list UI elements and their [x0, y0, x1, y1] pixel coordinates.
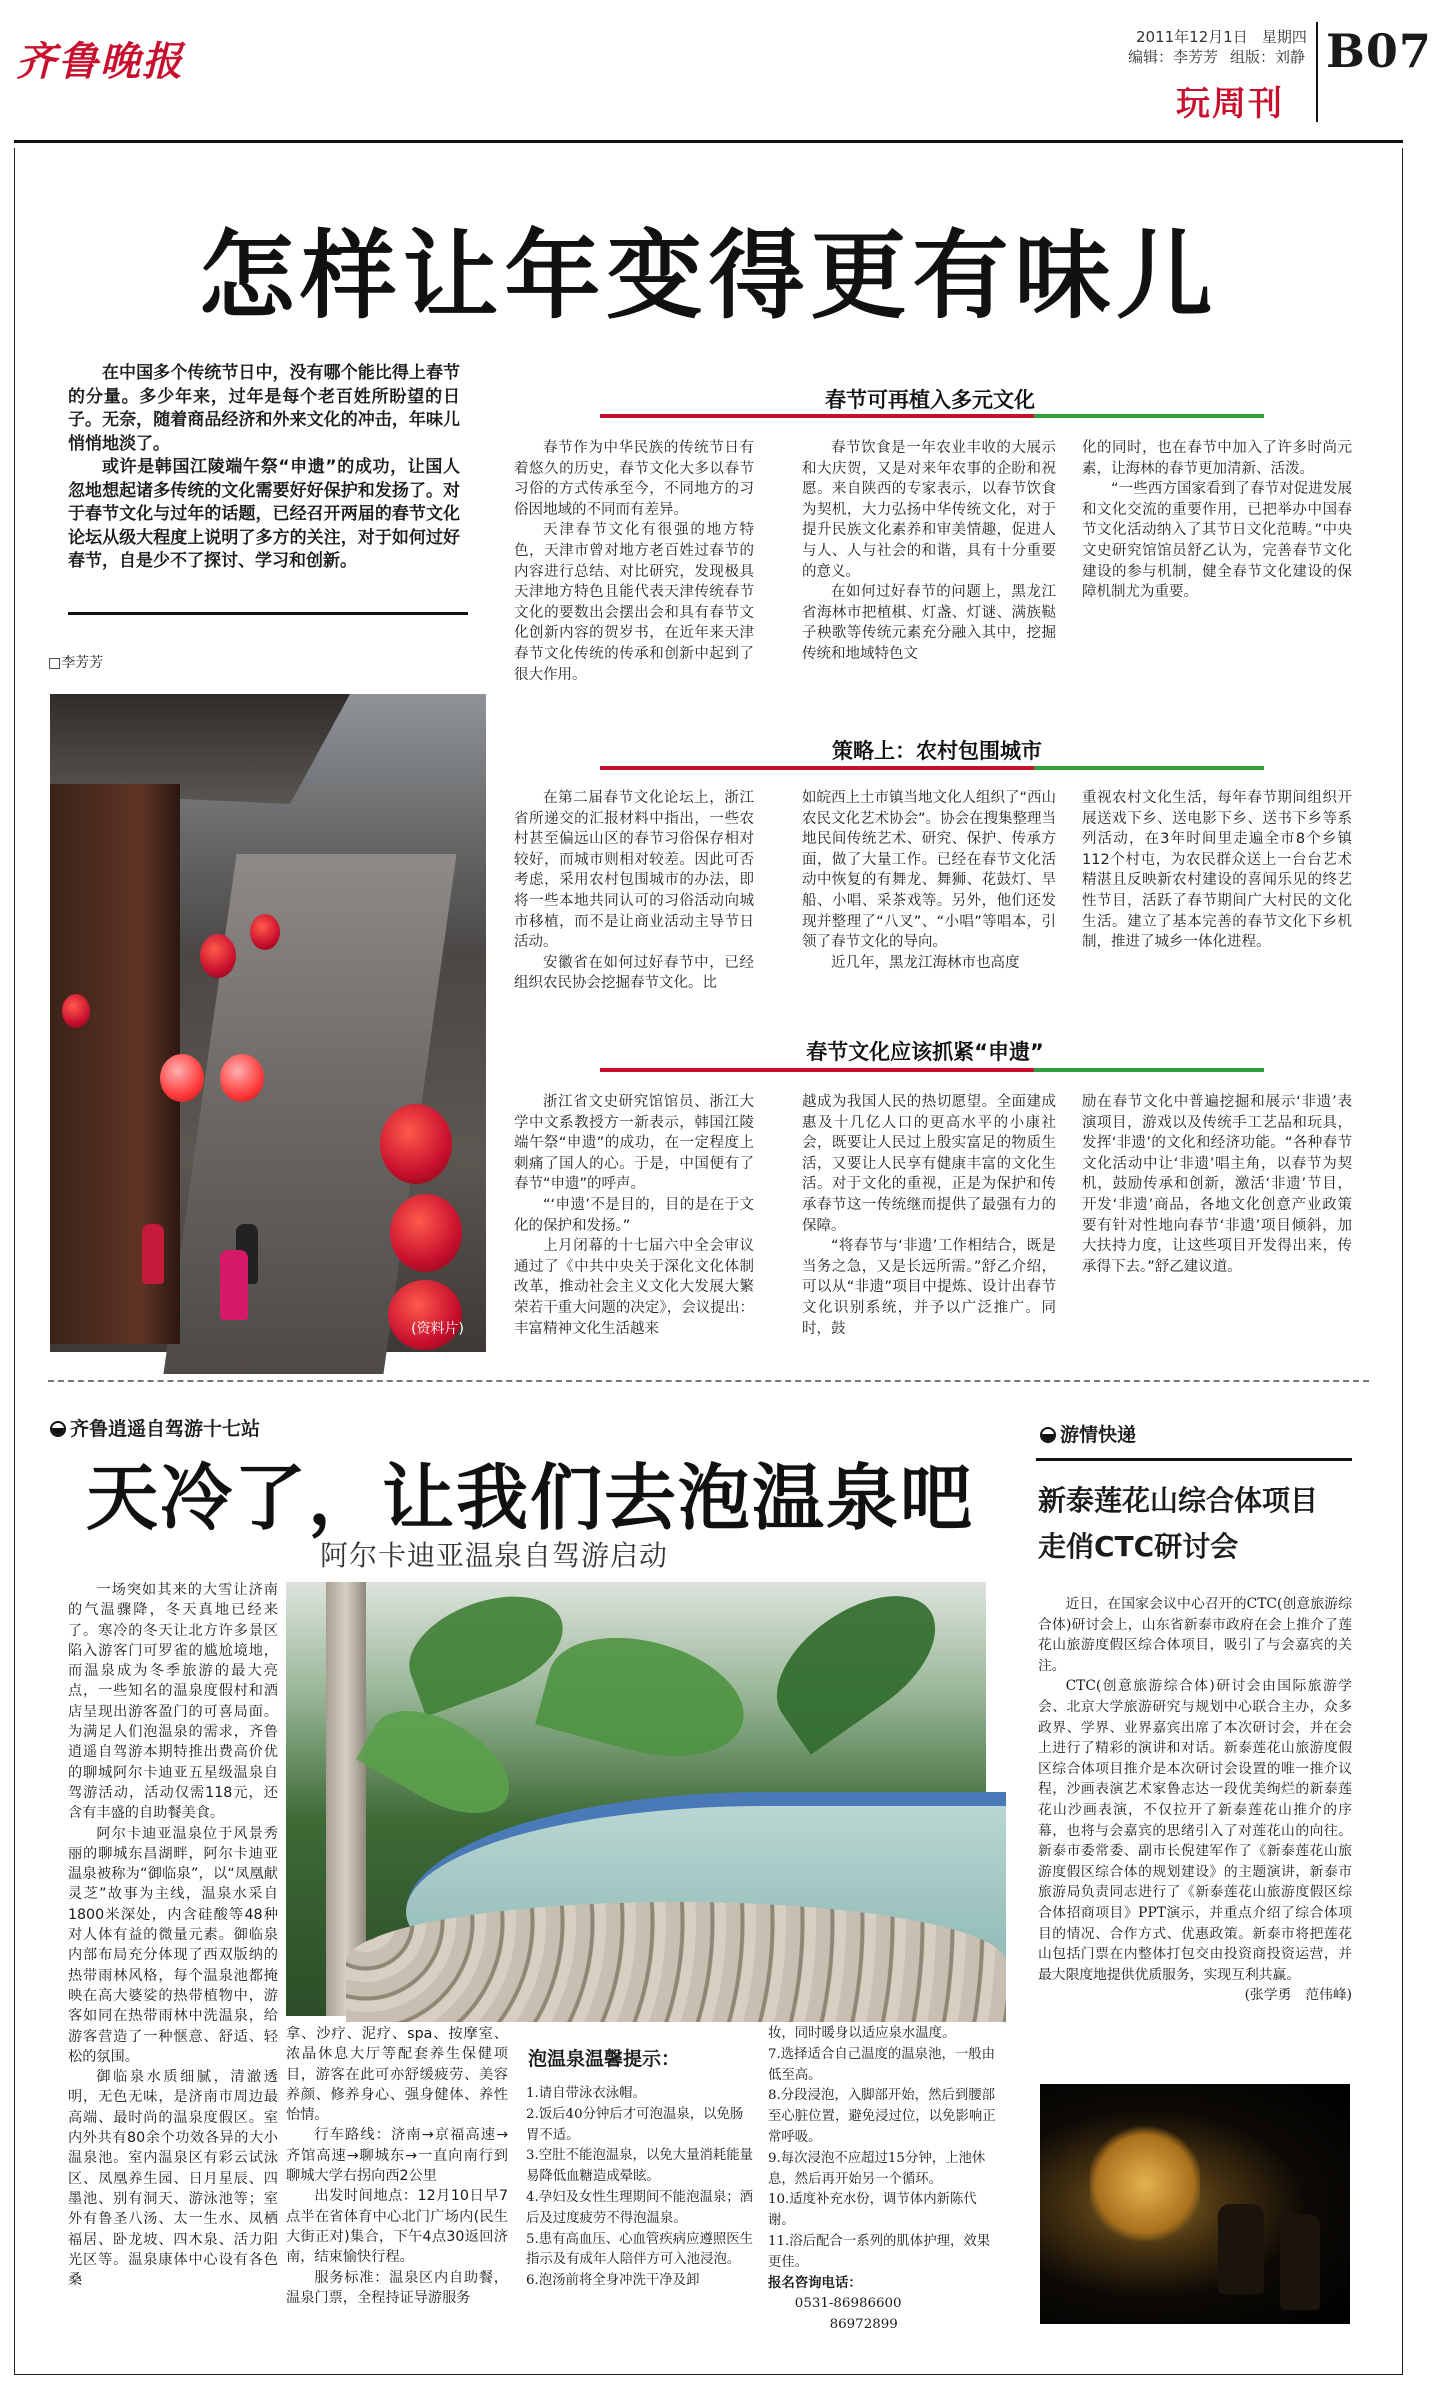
news-headline — [1038, 1478, 1358, 1570]
paragraph: 如皖西上土市镇当地文化人组织了“西山农民文化艺术协会”。协会在搜集整理当地民间传统艺术、研究、保护、传承方面，做了大量工作。已经在春节文化活动中恢复的有舞龙、舞狮、花鼓灯、旱船、小唱、采茶戏等。另外，他们还发现并整理了“八叉”、“小唱”等唱本，引领了春节文化的导向。 — [802, 790, 1057, 951]
text-column — [514, 1092, 754, 1339]
section-heading: 春节可再植入多元文化 — [825, 388, 1035, 412]
red-lantern-icon — [220, 1054, 264, 1102]
news-rule — [1036, 1458, 1352, 1461]
masthead-rule — [14, 140, 1403, 143]
paragraph: 一场突如其来的大雪让济南的气温骤降，冬天真地已经来了。寒冷的冬天让北方许多景区陷入游客门可罗雀的尴尬境地，而温泉成为冬季旅游的最大亮点，一些知名的温泉度假村和酒店呈现出游客盈门的可喜局面。为满足人们泡温泉的需求，齐鲁逍遥自驾游本期特推出费高价优的聊城阿尔卡迪亚五星级温泉自驾游活动，活动仅需118元，还含有丰盛的自助餐美食。 — [68, 1582, 278, 1822]
tip-item: 妆，同时暖身以适应泉水温度。 — [768, 2026, 956, 2041]
tip-item: 5.患有高血压、心血管疾病应遵照医生指示及有成年人陪伴方可入池浸泡。 — [526, 2231, 754, 2268]
newspaper-logo: 齐鲁晚报 — [16, 38, 184, 85]
news-headline-line: 走俏CTC研讨会 — [1038, 1530, 1239, 1563]
tip-item: 6.泡汤前将全身冲洗干净及卸 — [526, 2273, 700, 2289]
hotline-number: 86972899 — [829, 2317, 898, 2333]
palm-leaf — [754, 1569, 959, 1754]
column-tag-label: 游情快递 — [1060, 1424, 1137, 1446]
paragraph: 越成为我国人民的热切愿望。全面建成惠及十几亿人口的更高水平的小康社会，既要让人民过上殷实富足的物质生活，又要让人民享有健康丰富的文化生活。对于文化的重视，正是为保护和传承春节这一传统继而提供了最强有力的保障。 — [802, 1094, 1056, 1234]
text-column — [802, 438, 1056, 665]
red-lantern-icon — [388, 1280, 462, 1350]
paragraph: 在如何过好春节的问题上，黑龙江省海林市把植棋、灯盏、灯谜、满族鞑子秧歌等传统元素充分融入其中，挖掘传统和地域特色文 — [802, 584, 1056, 662]
article-lead — [68, 362, 460, 574]
hot-spring-photo — [286, 1582, 986, 2016]
lead-paragraph: 在中国多个传统节日中，没有哪个能比得上春节的分量。多少年来，过年是每个老百姓所盼望的日子。无奈，随着商品经济和外来文化的冲击，年味儿悄悄地淡了。 — [68, 363, 460, 454]
tip-item: 8.分段浸泡，入脚部开始，然后到腰部至心脏位置，避免浸过位，以免影响正常呼吸。 — [768, 2088, 996, 2145]
paragraph: 上月闭幕的十七届六中全会审议通过了《中共中央关于深化文化体制改革，推动社会主义文化大发展大繁荣若干重大问题的决定》，会议提出：丰富精神文化生活越来 — [514, 1238, 754, 1337]
paragraph: “‘申遗’不是目的，目的是在于文化的保护和发扬。” — [514, 1196, 754, 1234]
news-headline-line: 新泰莲花山综合体项目 — [1038, 1484, 1319, 1517]
paragraph: 拿、沙疗、泥疗、spa、按摩室、浓晶休息大厅等配套养生保健项目，游客在此可亦舒缓疲劳、美容养颜、修养身心、强身健体、养性怡情。 — [286, 2026, 508, 2124]
red-lantern-icon — [380, 1104, 452, 1184]
paragraph: 天津春节文化有很强的地方特色，天津市曾对地方老百姓过春节的内容进行总结、对比研究，发现极具天津地方特色且能代表天津传统春节文化的要数出会摆出会和具有春节文化创新内容的贺岁书，在近年来天津春节文化传统的传承和创新中起到了很大作用。 — [514, 522, 754, 683]
red-lantern-icon — [62, 994, 90, 1028]
paragraph: 御临泉水质细腻，清澈透明，无色无味，是济南市周边最高端、最时尚的温泉度假区。室内外共有80余个功效各异的大小温泉池。室内温泉区有彩云试泳区、凤凰养生园、日月星辰、四墨池、别有洞天、游泳池等；室外有鲁圣八汤、太一生水、凤栖福居、卧龙坡、四木泉、活力阳光区等。温泉康体中心设有各色桑 — [68, 2069, 278, 2289]
performer-figure — [1218, 2204, 1264, 2294]
tips-list — [526, 2084, 754, 2292]
ancient-street-photo — [50, 694, 486, 1352]
tips-heading: 泡温泉温馨提示： — [528, 2048, 681, 2070]
palm-leaf — [535, 1618, 757, 1776]
tip-item: 4.孕妇及女性生理期间不能泡温泉；酒后及过度疲劳不得泡温泉。 — [526, 2189, 754, 2226]
paragraph: 化的同时，也在春节中加入了许多时尚元素，让海林的春节更加清新、活泼。 — [1082, 440, 1352, 477]
lead-rule — [68, 612, 468, 615]
red-lantern-icon — [250, 914, 280, 950]
lead-paragraph: 或许是韩国江陵端午祭“申遗”的成功，让国人忽地想起诸多传统的文化需要好好保护和发扬了。对于春节文化与过年的话题，已经召开两届的春节文化论坛从级大程度上说明了多方的关注，对于如何过好春节，自是少不了探讨、学习和创新。 — [68, 457, 460, 571]
paragraph: 浙江省文史研究馆馆员、浙江大学中文系教授方一新表示，韩国江陵端午祭“申遗”的成功，在一定程度上刺痛了国人的心。于是，中国便有了春节“申遗”的呼声。 — [514, 1094, 754, 1193]
hotline-label: 报名咨询电话： — [768, 2275, 862, 2291]
layout-name: 组版：刘静 — [1230, 48, 1306, 66]
byline: □李芳芳 — [48, 655, 104, 671]
article-subtitle: 阿尔卡迪亚温泉自驾游启动 — [320, 1539, 669, 1572]
paragraph: 近日，在国家会议中心召开的CTC(创意旅游综合体)研讨会上，山东省新泰市政府在会上推介了莲花山旅游度假区综合体项目，吸引了与会嘉宾的关注。 — [1038, 1596, 1352, 1674]
section-heading-bar — [600, 766, 1264, 770]
text-column — [1082, 788, 1352, 953]
section-name: 玩周刊 — [1176, 84, 1284, 124]
column-tag-icon — [50, 1421, 66, 1437]
news-body — [1038, 1594, 1352, 2006]
column-tag-icon — [1040, 1427, 1056, 1443]
tip-item: 10.适度补充水份，调节体内新陈代谢。 — [768, 2192, 977, 2229]
paragraph: 春节饮食是一年农业丰收的大展示和大庆贺，又是对来年农事的企盼和祝愿。来自陕西的专家表示，以春节饮食为契机，大力弘扬中华传统文化，对于提升民族文化素养和审美情趣，促进人与人、人与社会的和谐，具有十分重要的意义。 — [802, 440, 1056, 580]
paragraph: “一些西方国家看到了春节对促进发展和文化交流的重要作用，已把举办中国春节文化活动纳入了其节日文化范畴。”中央文史研究馆馆员舒乙认为，完善春节文化建设的参与机制，健全春节文化建设的保障机制尤为重要。 — [1082, 481, 1352, 601]
red-lantern-icon — [160, 1054, 204, 1102]
section-divider — [48, 1380, 1369, 1382]
paragraph: 励在春节文化中普遍挖掘和展示‘非遗’表演项目，游戏以及传统手工艺品和玩具，发挥‘非遗’的文化和经济功能。“各种春节文化活动中让‘非遗’唱主角，以春节为契机，鼓励传承和创新，激活‘非遗’节目，开发‘非遗’商品，各地文化创意产业政策要有针对性地向春节‘非遗’项目倾斜，加大扶持力度，让这些项目开发得出来，传承得下去。”舒乙建议道。 — [1082, 1094, 1352, 1275]
tip-item: 9.每次浸泡不应超过15分钟，上池休息，然后再开始另一个循环。 — [768, 2150, 986, 2187]
route-info: 行车路线：济南→京福高速→齐馆高速→聊城东→一直向南行到聊城大学右拐向西2公里 — [286, 2127, 508, 2185]
news-signature: (张学勇 范伟峰) — [1244, 1987, 1352, 2004]
editor-line — [1128, 46, 1317, 67]
text-column — [802, 788, 1056, 973]
red-lantern-icon — [390, 1194, 462, 1272]
text-column — [1082, 1092, 1352, 1277]
paragraph: 在第二届春节文化论坛上，浙江省所递交的汇报材料中指出，一些农村甚至偏远山区的春节习俗保存相对较好，而城市则相对较差。因此可否考虑，采用农村包围城市的办法，即将一些本地共同认可的习俗活动向城市移植，而不是让商业活动主导节日活动。 — [514, 790, 754, 951]
tip-item: 7.选择适合自己温度的温泉池，一般由低至高。 — [768, 2046, 996, 2083]
text-column — [802, 1092, 1056, 1339]
text-column — [514, 438, 754, 685]
tip-item: 3.空肚不能泡温泉，以免大量消耗能量易降低血糖造成晕眩。 — [526, 2148, 754, 2185]
column-tag — [50, 1414, 260, 1441]
text-column — [68, 1580, 278, 2290]
sand-painting-photo — [1040, 2084, 1350, 2324]
column-tag — [1040, 1420, 1136, 1447]
palm-leaf — [356, 1690, 526, 1834]
section-heading: 春节文化应该抓紧“申遗” — [806, 1040, 1044, 1064]
paragraph: 春节作为中华民族的传统节日有着悠久的历史，春节文化大多以春节习俗的方式传承至今，不同地方的习俗因地域的不同而有差异。 — [514, 440, 754, 518]
departure-info: 出发时间地点：12月10日早7点半在省体育中心北门广场内(民生大街正对)集合，下午4点30返回济南，结束愉快行程。 — [286, 2188, 508, 2266]
page-number: B07 — [1326, 24, 1432, 78]
tip-item: 2.饭后40分钟后才可泡温泉，以免肠胃不适。 — [526, 2106, 744, 2143]
issue-weekday: 星期四 — [1261, 28, 1307, 46]
photo-credit: (资料片) — [411, 1321, 464, 1337]
pedestrian-figure — [142, 1224, 164, 1284]
header-divider — [1316, 22, 1318, 122]
hotline-number: 0531-86986600 — [794, 2296, 902, 2312]
photo-rocks — [346, 1902, 1006, 2022]
paragraph: 近几年，黑龙江海林市也高度 — [831, 954, 1020, 971]
article-headline: 天冷了，让我们去泡温泉吧 — [86, 1456, 975, 1540]
paragraph: CTC(创意旅游综合体)研讨会由国际旅游学会、北京大学旅游研究与规划中心联合主办，众多政界、学界、业界嘉宾出席了本次研讨会，并在会上进行了精彩的演讲和对话。新泰莲花山旅游度假区综合体项目推介是本次研讨会设置的唯一推介议程，沙画表演艺术家鲁志达一段优美绚烂的新泰莲花山沙画表演，不仅拉开了新泰莲花山推介的序幕，也将与会嘉宾的思绪引入了对莲花山的向往。新泰市委常委、副市长倪建军作了《新泰莲花山旅游度假区综合体的规划建设》的主题演讲，新泰市旅游局负责同志进行了《新泰莲花山旅游度假区综合体招商项目》PPT演示，并重点介绍了综合体项目的情况、合作方式、优惠政策。新泰市将把莲花山包括门票在内整体打包交由投资商投资运营，并最大限度地提供优质服务，实现互利共赢。 — [1038, 1678, 1352, 1983]
article-headline: 怎样让年变得更有味儿 — [198, 220, 1219, 332]
text-column — [514, 788, 754, 994]
issue-date-line — [1136, 26, 1321, 47]
section-heading: 策略上：农村包围城市 — [832, 739, 1042, 763]
paragraph: “将春节与‘非遗’工作相结合，既是当务之急，又是长远所需。”舒乙介绍，可以从“非遗”项目中提炼、设计出春节文化识别系统，并予以广泛推广。同时，鼓 — [802, 1238, 1056, 1337]
text-column — [1082, 438, 1352, 603]
text-column — [286, 2024, 508, 2308]
tip-item: 11.浴后配合一系列的肌体护理，效果更佳。 — [768, 2233, 991, 2270]
paragraph: 重视农村文化生活，每年春节期间组织开展送戏下乡、送电影下乡、送书下乡等系列活动，在3年时间里走遍全市8个乡镇112个村屯，为农民群众送上一台台艺术精湛且反映新农村建设的喜闻乐见的终艺性节目，活跃了春节期间广大村民的文化生活。建立了基本完善的春节文化下乡机制，推进了城乡一体化进程。 — [1082, 790, 1352, 951]
editor-name: 编辑：李芳芳 — [1128, 48, 1219, 66]
service-info: 服务标准：温泉区内自助餐，温泉门票，全程持证导游服务 — [286, 2269, 508, 2306]
issue-date: 2011年12月1日 — [1136, 28, 1248, 46]
pedestrian-figure — [220, 1250, 248, 1320]
paragraph: 阿尔卡迪亚温泉位于风景秀丽的聊城东昌湖畔，阿尔卡迪亚温泉被称为“御临泉”，以“凤凰献灵芝”故事为主线，温泉水采自1800米深处，内含硅酸等48种对人体有益的微量元素。御临泉内部布局充分体现了西双版纳的热带雨林风格，每个温泉池都掩映在高大婆娑的热带植物中，游客如同在热带雨林中洗温泉，给游客营造了一种惬意、舒适、轻松的氛围。 — [68, 1825, 278, 2065]
red-lantern-icon — [200, 934, 236, 978]
photo-lightbox — [1090, 2124, 1200, 2244]
section-heading-bar — [600, 1068, 1264, 1072]
performer-figure — [1280, 2214, 1320, 2310]
tips-list-continued — [768, 2024, 998, 2336]
paragraph: 安徽省在如何过好春节中，已经组织农民协会挖掘春节文化。比 — [514, 954, 754, 992]
tip-item: 1.请自带泳衣泳帽。 — [526, 2086, 646, 2101]
section-heading-bar — [600, 414, 1264, 418]
column-tag-label: 齐鲁逍遥自驾游十七站 — [70, 1418, 261, 1440]
